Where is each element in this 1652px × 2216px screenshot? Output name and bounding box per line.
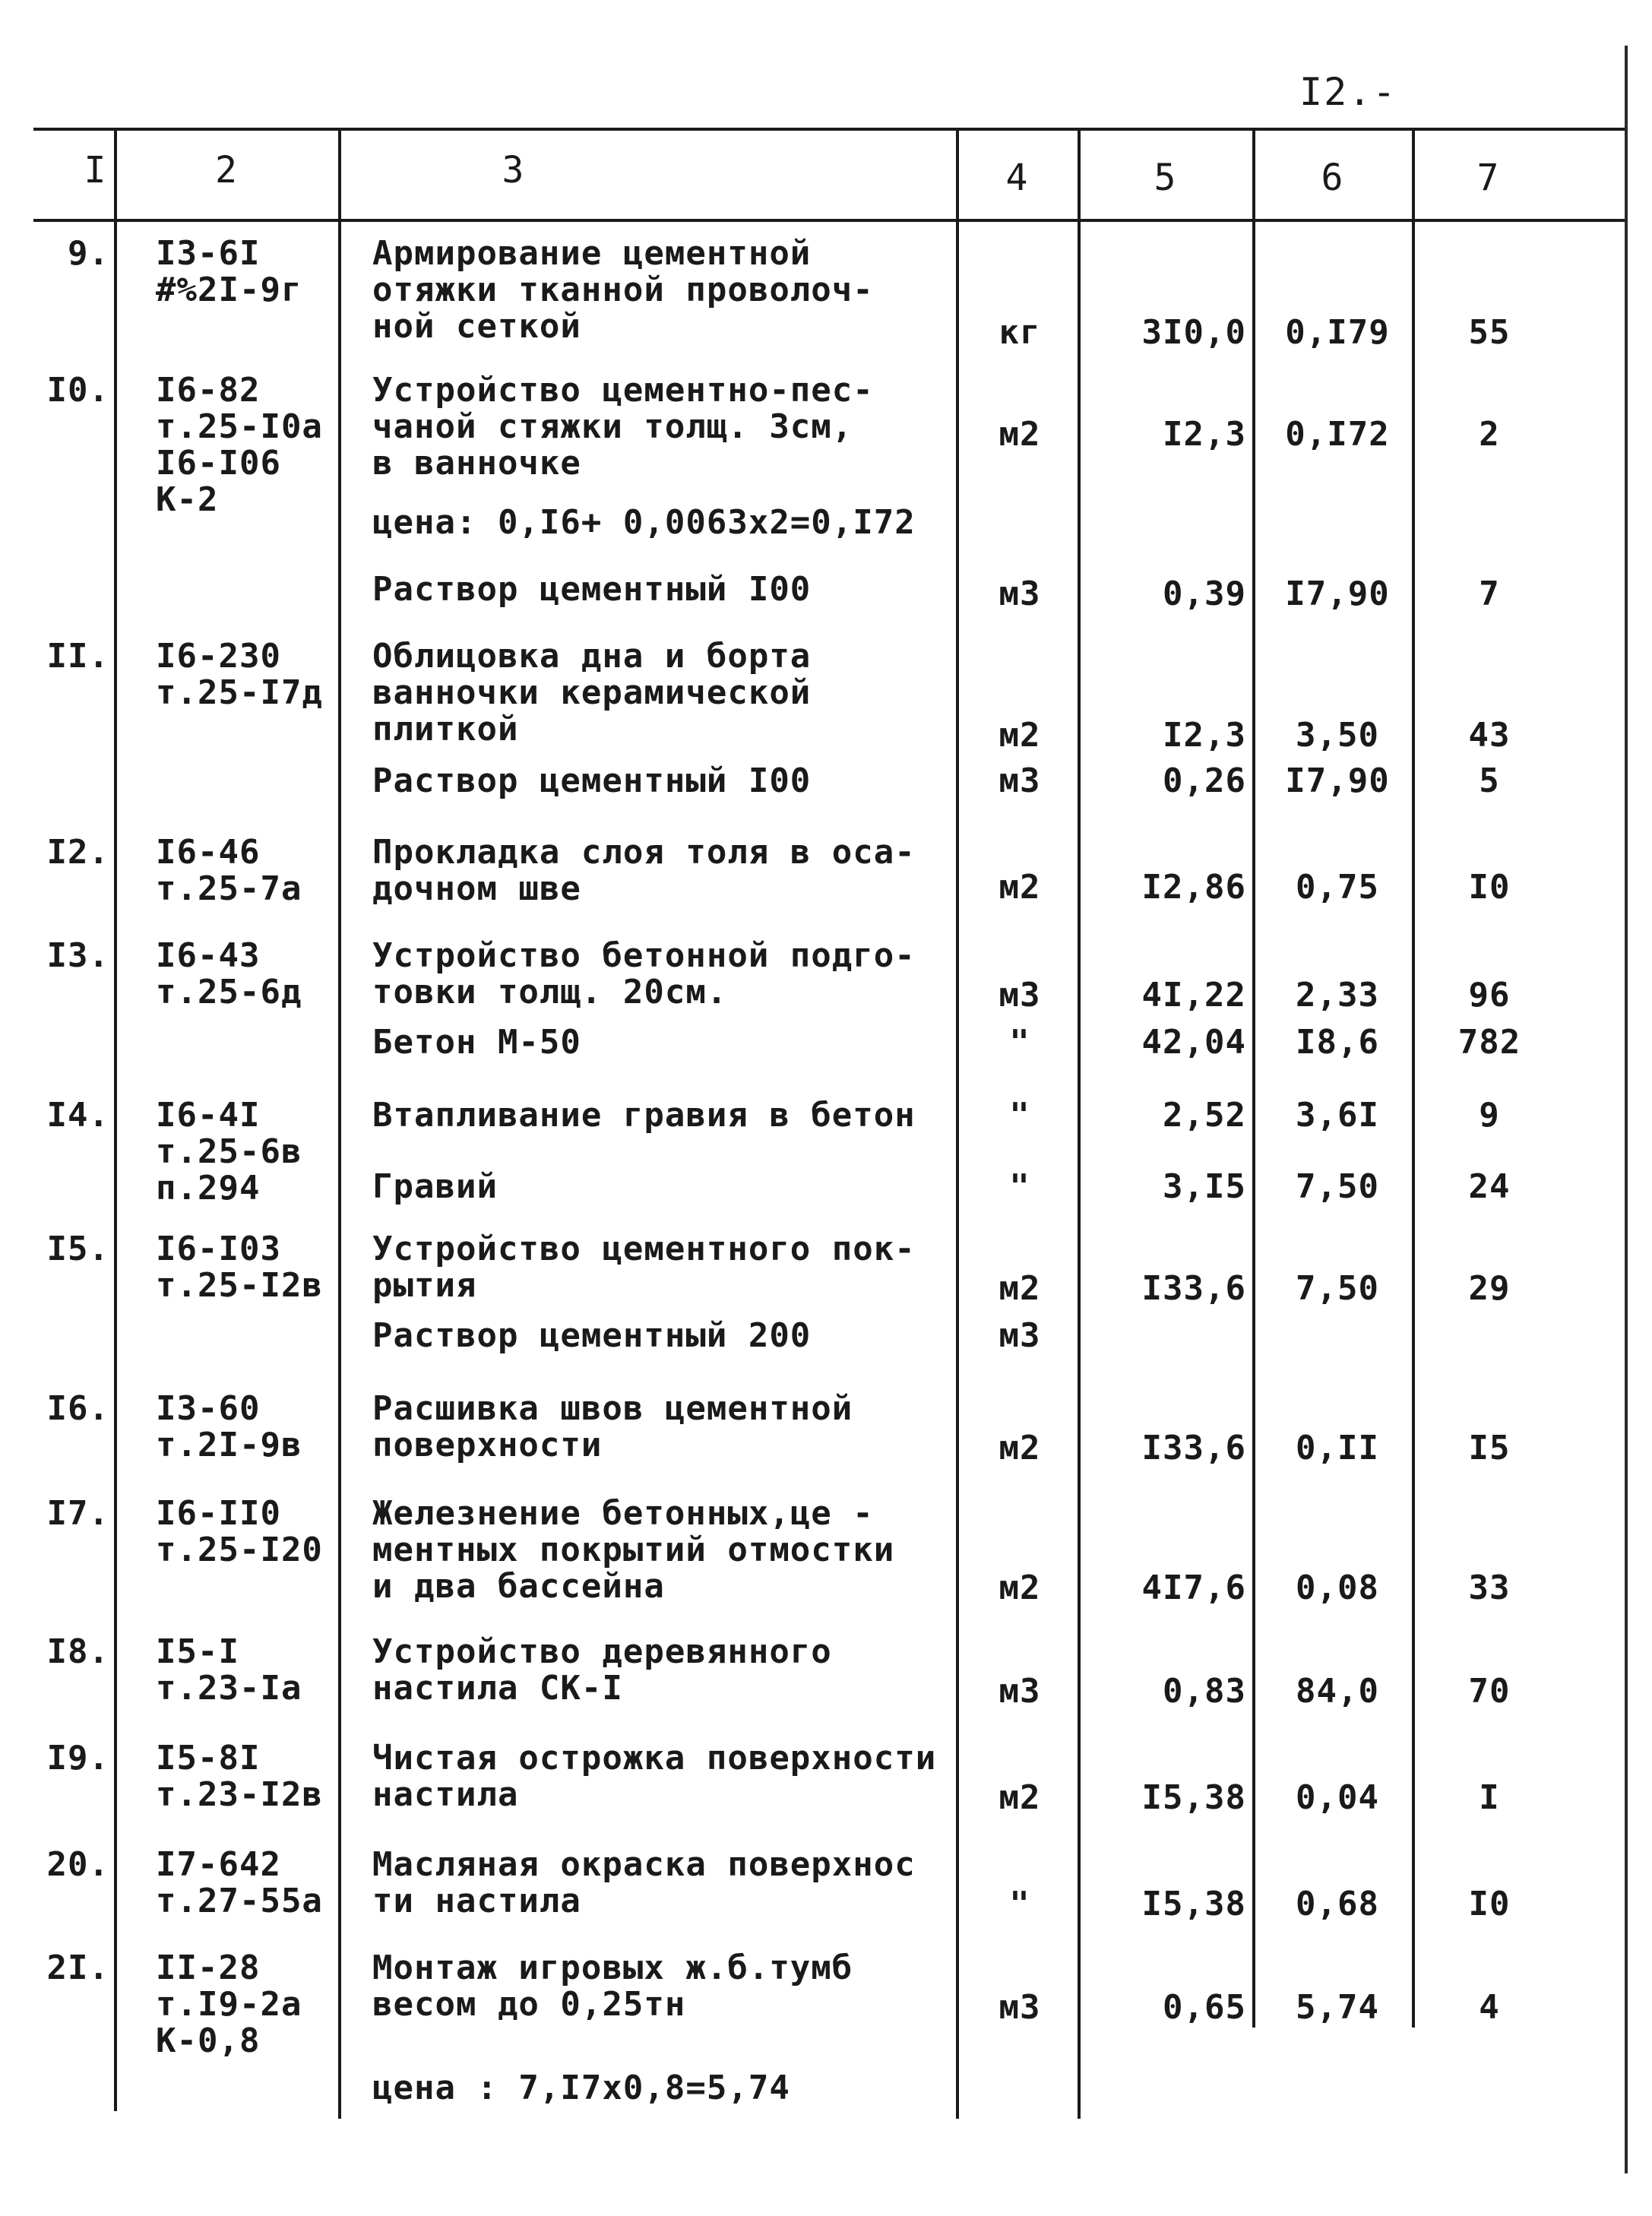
row-code: I6-230 т.25-I7д	[156, 637, 323, 712]
row-description: Прокладка слоя толя в оса- дочном шве	[372, 833, 916, 908]
row-price: 0,I79	[1285, 313, 1390, 352]
row-unit: м3	[998, 1672, 1041, 1711]
row-quantity: I5,38	[1141, 1885, 1246, 1923]
row-description: Раствор цементный 200	[372, 1316, 812, 1355]
row-unit: "	[1009, 1096, 1030, 1135]
header-col-3: 3	[502, 149, 524, 192]
row-number: 20.	[46, 1845, 109, 1884]
row-quantity: I33,6	[1141, 1269, 1246, 1308]
row-description: Масляная окраска поверхнос ти настила	[372, 1845, 916, 1920]
row-total: I5	[1468, 1429, 1511, 1467]
row-quantity: I33,6	[1141, 1429, 1246, 1467]
row-number: I7.	[46, 1494, 109, 1533]
row-description: Раствор цементный I00	[372, 761, 812, 800]
row-unit: "	[1009, 1167, 1030, 1206]
row-description: Устройство деревянного настила СК-I	[372, 1632, 832, 1708]
row-price: 0,08	[1296, 1569, 1379, 1607]
row-description: Втапливание гравия в бетон	[372, 1096, 916, 1135]
row-quantity: 0,65	[1163, 1988, 1246, 2027]
row-unit: м2	[998, 1429, 1041, 1467]
row-code: II-28 т.I9-2а К-0,8	[156, 1948, 302, 2060]
row-quantity: 42,04	[1141, 1023, 1246, 1062]
header-col-7: 7	[1476, 157, 1499, 199]
row-price: 0,I72	[1285, 415, 1390, 454]
row-number: I5.	[46, 1230, 109, 1268]
row-total: 70	[1468, 1672, 1511, 1711]
page-edge-line	[1625, 46, 1628, 2173]
row-unit: м2	[998, 1269, 1041, 1308]
row-unit: м3	[998, 1316, 1041, 1355]
row-total: I0	[1468, 1885, 1511, 1923]
row-number: I8.	[46, 1632, 109, 1671]
row-number: I4.	[46, 1096, 109, 1135]
row-code: I5-8I т.23-I2в	[156, 1739, 323, 1814]
row-unit: кг	[998, 313, 1041, 352]
row-description: Армирование цементной отяжки тканной проволоч- ной сеткой	[372, 234, 874, 346]
row-quantity: 0,83	[1163, 1672, 1246, 1711]
row-price: 5,74	[1296, 1988, 1379, 2027]
header-col-5: 5	[1154, 157, 1176, 199]
row-unit: м2	[998, 1569, 1041, 1607]
row-total: 9	[1479, 1096, 1500, 1135]
row-quantity: 0,26	[1163, 761, 1246, 800]
row-description: Устройство цементного пок- рытия	[372, 1230, 916, 1305]
row-description: Облицовка дна и борта ванночки керамической плиткой	[372, 637, 812, 749]
row-description: Устройство цементно-пес- чаной стяжки толщ. 3см, в ванночке	[372, 371, 874, 483]
row-total: 29	[1468, 1269, 1511, 1308]
row-code: I6-II0 т.25-I20	[156, 1494, 323, 1569]
header-col-2: 2	[215, 149, 237, 192]
row-unit: м2	[998, 716, 1041, 755]
header-col-1: I	[84, 149, 106, 192]
col-divider-1	[114, 128, 117, 2111]
row-quantity: I5,38	[1141, 1778, 1246, 1817]
row-total: 24	[1468, 1167, 1511, 1206]
col-divider-6	[1412, 128, 1415, 2028]
row-unit: "	[1009, 1885, 1030, 1923]
row-total: 782	[1457, 1023, 1521, 1062]
row-total: I	[1479, 1778, 1500, 1817]
row-unit: м2	[998, 1778, 1041, 1817]
row-code: I6-43 т.25-6д	[156, 936, 302, 1011]
row-price: 7,50	[1296, 1269, 1379, 1308]
row-number: 9.	[68, 234, 109, 273]
row-total: 43	[1468, 716, 1511, 755]
row-quantity: 4I,22	[1141, 976, 1246, 1015]
row-price: I8,6	[1296, 1023, 1379, 1062]
row-description: Чистая острожка поверхности настила	[372, 1739, 937, 1814]
row-code: I3-6I #%2I-9г	[156, 234, 302, 309]
row-quantity: I2,86	[1141, 868, 1246, 907]
row-quantity: I2,3	[1163, 716, 1246, 755]
row-unit: м3	[998, 1988, 1041, 2027]
row-quantity: 3,I5	[1163, 1167, 1246, 1206]
header-col-6: 6	[1321, 157, 1343, 199]
row-price: 3,6I	[1296, 1096, 1379, 1135]
row-total: 33	[1468, 1569, 1511, 1607]
price-calculation-note: цена: 0,I6+ 0,0063х2=0,I72	[372, 503, 916, 542]
row-description: Гравий	[372, 1167, 498, 1206]
row-quantity: 3I0,0	[1141, 313, 1246, 352]
row-number: II.	[46, 637, 109, 676]
row-code: I7-642 т.27-55а	[156, 1845, 323, 1920]
row-quantity: 4I7,6	[1141, 1569, 1246, 1607]
row-price: 84,0	[1296, 1672, 1379, 1711]
row-price: I7,90	[1285, 761, 1390, 800]
page-number: I2.-	[1299, 70, 1397, 114]
row-unit: м2	[998, 868, 1041, 907]
row-price: 7,50	[1296, 1167, 1379, 1206]
row-unit: м3	[998, 761, 1041, 800]
header-col-4: 4	[1005, 157, 1028, 199]
row-total: 5	[1479, 761, 1500, 800]
row-total: 2	[1479, 415, 1500, 454]
row-code: I6-82 т.25-I0а I6-I06 К-2	[156, 371, 323, 519]
row-code: I6-46 т.25-7а	[156, 833, 302, 908]
row-unit: м3	[998, 976, 1041, 1015]
row-price: 2,33	[1296, 976, 1379, 1015]
table-top-border	[33, 128, 1625, 131]
row-description: Монтаж игровых ж.б.тумб весом до 0,25тн	[372, 1948, 853, 2024]
row-code: I6-I03 т.25-I2в	[156, 1230, 323, 1305]
row-total: 55	[1468, 313, 1511, 352]
row-unit: м3	[998, 575, 1041, 613]
header-bottom-border	[33, 219, 1625, 222]
row-description: Железнение бетонных,це - ментных покрытий отмостки и два бассейна	[372, 1494, 895, 1606]
row-number: I2.	[46, 833, 109, 872]
row-number: I9.	[46, 1739, 109, 1778]
row-number: I0.	[46, 371, 109, 410]
row-total: 7	[1479, 575, 1500, 613]
col-divider-2	[338, 128, 341, 2119]
row-quantity: 2,52	[1163, 1096, 1246, 1135]
row-description: Бетон М-50	[372, 1023, 581, 1062]
row-price: 3,50	[1296, 716, 1379, 755]
row-unit: м2	[998, 415, 1041, 454]
row-description: Расшивка швов цементной поверхности	[372, 1389, 853, 1464]
row-description: Раствор цементный I00	[372, 570, 812, 609]
row-price: 0,II	[1296, 1429, 1379, 1467]
row-price: I7,90	[1285, 575, 1390, 613]
row-unit: "	[1009, 1023, 1030, 1062]
row-description: Устройство бетонной подго- товки толщ. 20см.	[372, 936, 916, 1011]
row-quantity: I2,3	[1163, 415, 1246, 454]
row-price: 0,04	[1296, 1778, 1379, 1817]
row-price: 0,75	[1296, 868, 1379, 907]
row-price: 0,68	[1296, 1885, 1379, 1923]
row-code: I3-60 т.2I-9в	[156, 1389, 302, 1464]
price-calculation-note: цена : 7,I7х0,8=5,74	[372, 2069, 790, 2107]
row-total: I0	[1468, 868, 1511, 907]
row-total: 4	[1479, 1988, 1500, 2027]
row-quantity: 0,39	[1163, 575, 1246, 613]
row-number: 2I.	[46, 1948, 109, 1987]
col-divider-5	[1252, 128, 1255, 2028]
row-code: I6-4I т.25-6в п.294	[156, 1096, 302, 1208]
row-number: I3.	[46, 936, 109, 975]
row-total: 96	[1468, 976, 1511, 1015]
row-code: I5-I т.23-Iа	[156, 1632, 302, 1708]
row-number: I6.	[46, 1389, 109, 1428]
